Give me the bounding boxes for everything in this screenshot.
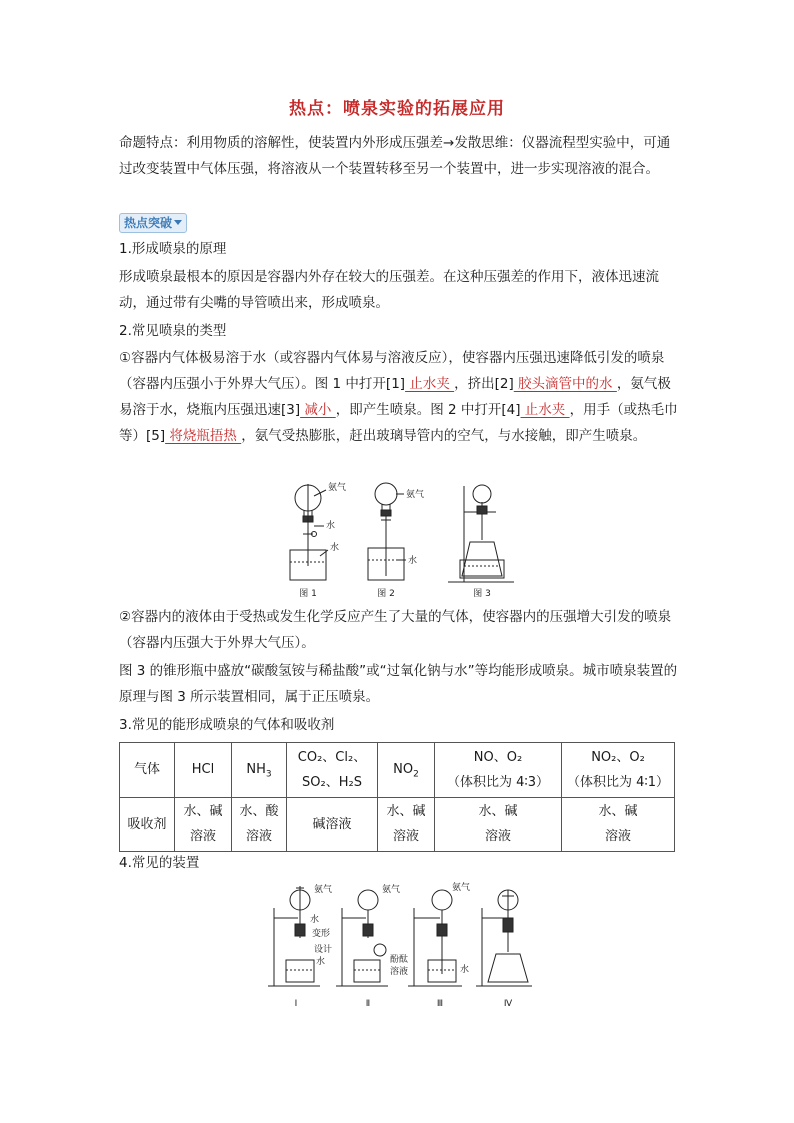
table-cell: $NH_3$ bbox=[232, 743, 287, 798]
table-cell: NO₂、O₂ （体积比为 4∶1） bbox=[562, 743, 675, 798]
figure-1-water-label-bottom: 水 bbox=[330, 543, 340, 553]
figure-2-caption: 图 2 bbox=[377, 589, 395, 599]
apparatus-ii-ammonia-label: 氨气 bbox=[382, 885, 401, 895]
table-cell: HCl bbox=[175, 743, 232, 798]
table-cell: 水、碱 溶液 bbox=[175, 797, 232, 852]
phenolphthalein-label: 酚酞 bbox=[390, 955, 409, 965]
fountain-apparatus-variants bbox=[264, 878, 534, 1014]
design-label: 设计 bbox=[314, 945, 333, 955]
caption-iv: Ⅳ bbox=[503, 999, 513, 1009]
blank-5: 将烧瓶捂热 bbox=[165, 428, 242, 444]
figure-3-caption: 图 3 bbox=[473, 589, 491, 599]
blank-3: 减小 bbox=[300, 402, 336, 418]
table-cell: 碱溶液 bbox=[287, 797, 378, 852]
figure-1-ammonia-label: 氨气 bbox=[328, 483, 347, 493]
caption-i: Ⅰ bbox=[294, 999, 298, 1009]
apparatus-i-water-label: 水 bbox=[310, 915, 320, 925]
figure-2-apparatus bbox=[368, 483, 406, 580]
section-1-text: 形成喷泉最根本的原因是容器内外存在较大的压强差。在这种压强差的作用下，液体迅速流动，通过带有尖嘴的导管喷出来，形成喷泉。 bbox=[119, 269, 659, 311]
section-2-paragraph-1: ①容器内气体极易溶于水（或容器内气体易与溶液反应），使容器内压强迅速降低引发的喷泉（容器内压强小于外界大气压）。图 1 中打开[1] 止水夹 ，挤出[2] 胶头滴管中的水 ，氨气极易溶于水，烧瓶内压强迅速[3] 减小 ，即产生喷泉。图 2 中打开[4] 止水夹 ，用手（或热毛巾等）[5] 将烧瓶捂热 ，氨气受热膨胀，赶出玻璃导管内的空气，与水接触，即产生喷泉。 bbox=[119, 350, 678, 444]
blank-1: 止水夹 bbox=[405, 376, 455, 392]
section-2-paragraph-2: ②容器内的液体由于受热或发生化学反应产生了大量的气体，使容器内的压强增大引发的喷泉（容器内压强大于外界大气压）。 bbox=[119, 609, 672, 651]
page-title: 热点：喷泉实验的拓展应用 bbox=[289, 99, 505, 119]
apparatus-i-water-bottom-label: 水 bbox=[316, 957, 326, 967]
table-cell: 水、碱 溶液 bbox=[435, 797, 562, 852]
intro-text: 利用物质的溶解性，使装置内外形成压强差→发散思维：仪器流程型实验中，可通过改变装置中气体压强，将溶液从一个装置转移至另一个装置中，进一步实现溶液的混合。 bbox=[119, 135, 671, 177]
section-2-heading: 2.常见喷泉的类型 bbox=[119, 323, 227, 339]
table-cell: 气体 bbox=[120, 743, 175, 798]
figure-1-apparatus bbox=[290, 484, 328, 580]
apparatus-iii-water-label: 水 bbox=[460, 965, 470, 975]
table-cell: NO、O₂ （体积比为 4∶3） bbox=[435, 743, 562, 798]
figure-3-apparatus bbox=[448, 485, 514, 582]
section-2-paragraph-3: 图 3 的锥形瓶中盛放“碳酸氢铵与稀盐酸”或“过氧化钠与水”等均能形成喷泉。城市喷泉装置的原理与图 3 所示装置相同，属于正压喷泉。 bbox=[119, 663, 678, 705]
solution-label: 溶液 bbox=[390, 967, 409, 977]
apparatus-iv bbox=[476, 890, 532, 986]
figure-1-caption: 图 1 bbox=[299, 589, 317, 599]
apparatus-ii bbox=[336, 890, 388, 986]
gas-absorbent-table bbox=[119, 742, 675, 852]
fountain-figures-1-3 bbox=[284, 476, 516, 600]
section-1-heading: 1.形成喷泉的原理 bbox=[119, 241, 227, 257]
table-cell: 吸收剂 bbox=[120, 797, 175, 852]
table-cell: 水、碱 溶液 bbox=[562, 797, 675, 852]
figure-1-water-label-top: 水 bbox=[326, 521, 336, 531]
table-row bbox=[120, 797, 675, 852]
table-cell: 水、酸 溶液 bbox=[232, 797, 287, 852]
deform-label: 变形 bbox=[312, 929, 331, 939]
apparatus-iii-ammonia-label: 氨气 bbox=[452, 883, 471, 893]
blank-4: 止水夹 bbox=[520, 402, 570, 418]
caption-ii: Ⅱ bbox=[365, 999, 371, 1009]
intro-label: 命题特点： bbox=[119, 135, 187, 151]
figure-2-water-label: 水 bbox=[408, 556, 418, 566]
apparatus-iii bbox=[408, 890, 462, 986]
blank-2: 胶头滴管中的水 bbox=[513, 376, 617, 392]
table-cell: CO₂、Cl₂、 SO₂、H₂S bbox=[287, 743, 378, 798]
section-4-heading: 4.常见的装置 bbox=[119, 855, 200, 871]
table-cell: 水、碱 溶液 bbox=[378, 797, 435, 852]
caption-iii: Ⅲ bbox=[436, 999, 444, 1009]
intro-paragraph bbox=[119, 130, 679, 182]
hotspot-badge: 热点突破 bbox=[119, 213, 187, 233]
figure-2-ammonia-label: 氨气 bbox=[406, 490, 425, 500]
table-row bbox=[120, 743, 675, 798]
table-cell: $NO_2$ bbox=[378, 743, 435, 798]
section-3-heading: 3.常见的能形成喷泉的气体和吸收剂 bbox=[119, 717, 335, 733]
apparatus-i-ammonia-label: 氨气 bbox=[314, 885, 333, 895]
